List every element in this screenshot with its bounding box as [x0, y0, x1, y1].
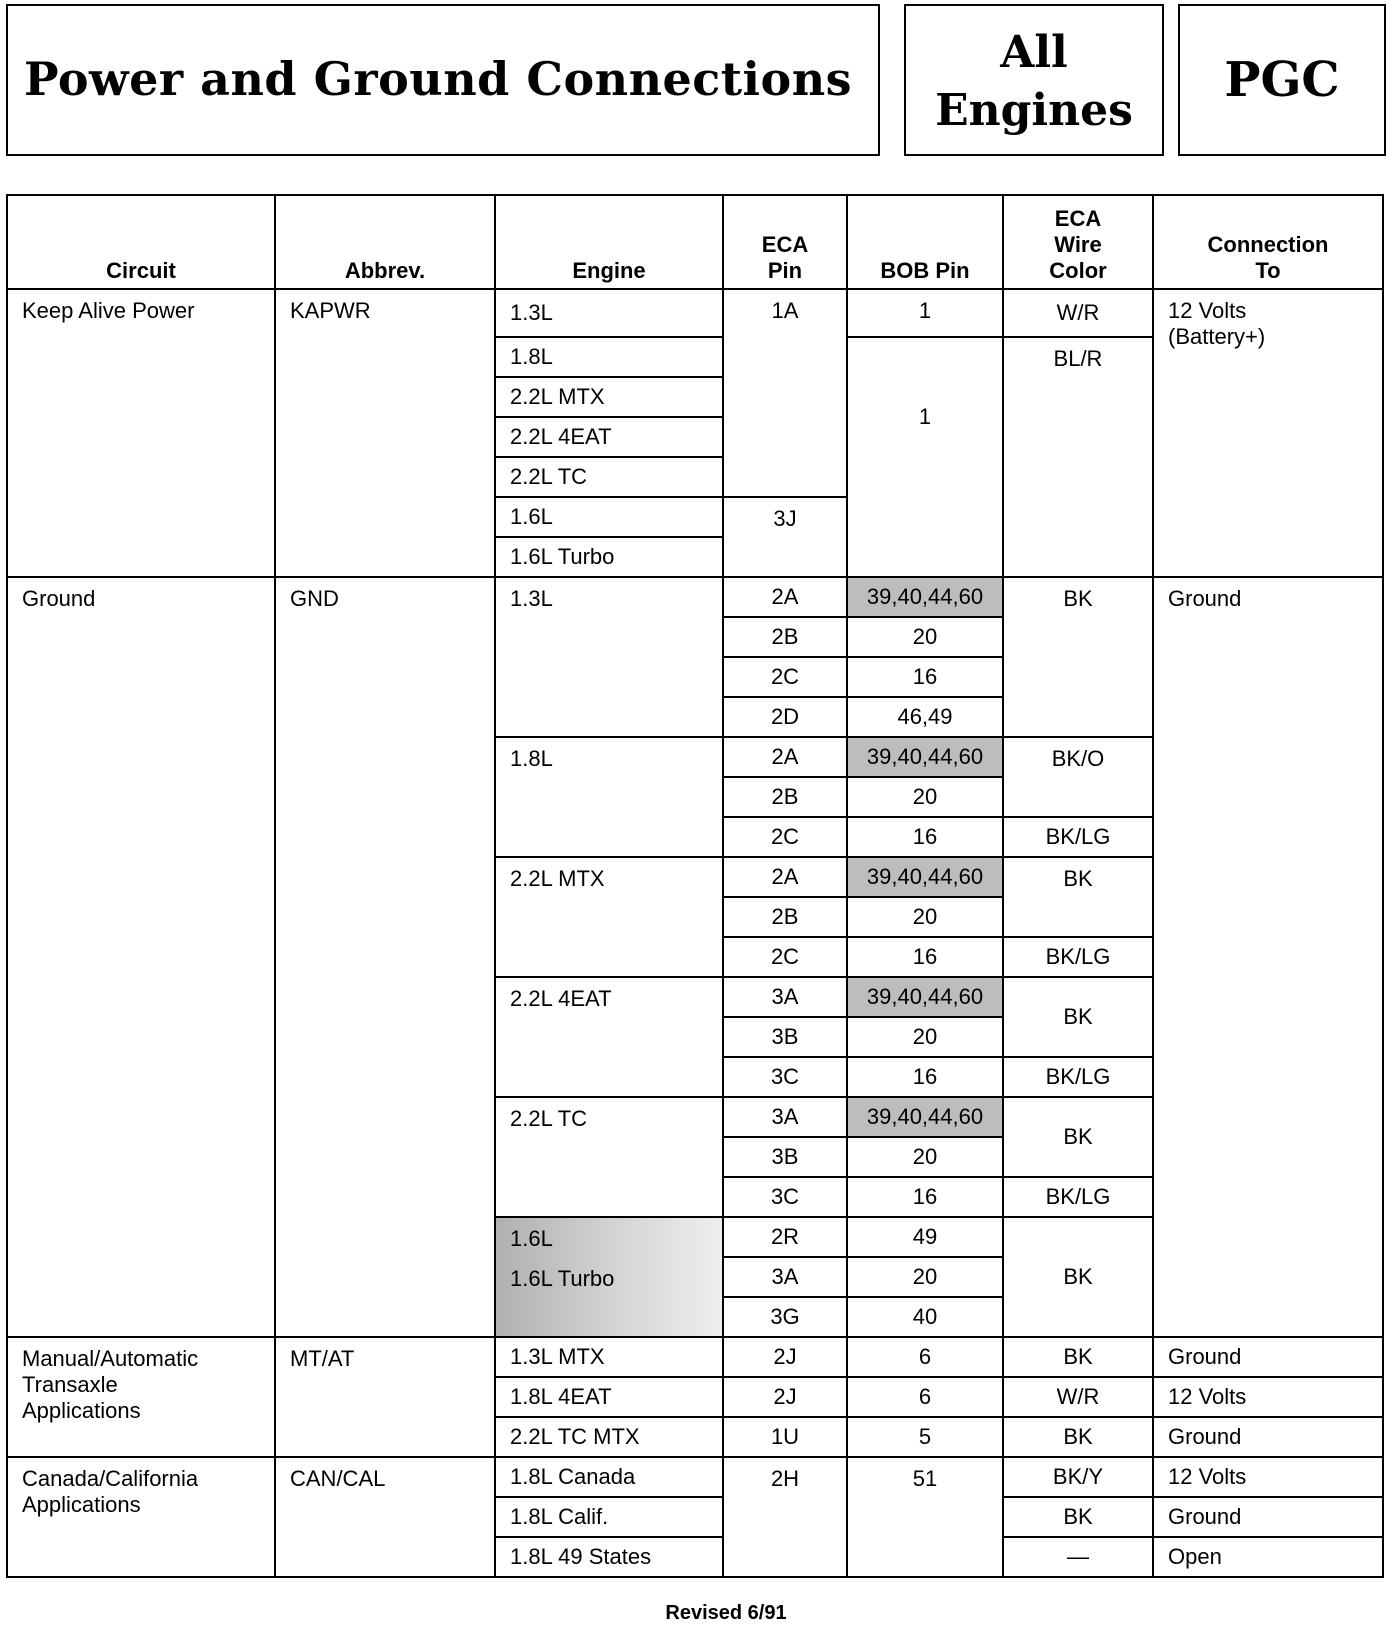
table-cell: Ground	[1153, 1417, 1383, 1457]
table-cell: 2A	[723, 737, 847, 777]
wire-cell: BL/R	[1003, 337, 1153, 577]
table-cell: BK	[1003, 577, 1153, 737]
revision-footer: Revised 6/91	[665, 1602, 787, 1624]
table-cell: 6	[847, 1377, 1003, 1417]
table-cell: 2.2L MTX	[495, 377, 723, 417]
table-cell: 2C	[723, 657, 847, 697]
col-engine: Engine	[495, 195, 723, 289]
table-cell: 2.2L TC	[495, 1097, 723, 1217]
table-cell: 2B	[723, 897, 847, 937]
table-cell: 39,40,44,60	[847, 1097, 1003, 1137]
connection-cell: 12 Volts (Battery+)	[1153, 289, 1383, 577]
table-cell: Ground	[1153, 1337, 1383, 1377]
abbrev-cell: MT/AT	[275, 1337, 495, 1457]
engine-cell: 1.3L	[495, 577, 723, 737]
table-cell: 20	[847, 617, 1003, 657]
engine-cell: 1.3L	[495, 289, 723, 337]
table-cell: 39,40,44,60	[847, 857, 1003, 897]
table-cell: Ground	[1153, 1497, 1383, 1537]
table-cell: 5	[847, 1417, 1003, 1457]
table-cell: 1.6L Turbo	[495, 537, 723, 577]
table-cell: BK/LG	[1003, 1057, 1153, 1097]
table-cell: W/R	[1003, 1377, 1153, 1417]
table-cell: 49	[847, 1217, 1003, 1257]
circuit-cell: Canada/California Applications	[7, 1457, 275, 1577]
table-cell: 1U	[723, 1417, 847, 1457]
table-cell: 51	[847, 1457, 1003, 1577]
table-row	[7, 289, 1383, 337]
table-cell: 2B	[723, 617, 847, 657]
table-cell: 39,40,44,60	[847, 737, 1003, 777]
table-cell: BK	[1003, 1497, 1153, 1537]
table-cell: 1.8L Calif.	[495, 1497, 723, 1537]
table-row	[7, 1337, 1383, 1377]
table-cell: 3B	[723, 1017, 847, 1057]
page-title: Power and Ground Connections	[24, 52, 853, 106]
eca-pin-cell: 3J	[723, 497, 847, 577]
title-box	[6, 4, 880, 156]
engine-cell: 1.6L 1.6L Turbo	[495, 1217, 723, 1337]
bob-pin-cell: 1	[847, 337, 1003, 577]
table-cell: BK/LG	[1003, 937, 1153, 977]
table-cell: 2R	[723, 1217, 847, 1257]
wire-cell: W/R	[1003, 289, 1153, 337]
table-cell: 2J	[723, 1337, 847, 1377]
table-cell: BK/Y	[1003, 1457, 1153, 1497]
table-cell: 2.2L MTX	[495, 857, 723, 977]
table-cell: BK	[1003, 1097, 1153, 1177]
table-cell: 2C	[723, 937, 847, 977]
engines-line2: Engines	[935, 85, 1133, 136]
table-cell: 20	[847, 1017, 1003, 1057]
table-cell: BK	[1003, 1217, 1153, 1337]
table-cell: 2.2L TC MTX	[495, 1417, 723, 1457]
table-cell: 2.2L 4EAT	[495, 417, 723, 457]
connection-cell: Ground	[1153, 577, 1383, 1337]
table-cell: 20	[847, 1257, 1003, 1297]
table-cell: 2.2L 4EAT	[495, 977, 723, 1097]
table-cell: 16	[847, 657, 1003, 697]
abbrev-cell: CAN/CAL	[275, 1457, 495, 1577]
table-cell: 3C	[723, 1057, 847, 1097]
table-cell: 39,40,44,60	[847, 577, 1003, 617]
table-cell: 16	[847, 937, 1003, 977]
table-cell: 2J	[723, 1377, 847, 1417]
circuit-cell: Manual/Automatic Transaxle Applications	[7, 1337, 275, 1457]
table-cell: 16	[847, 1057, 1003, 1097]
table-row	[7, 577, 1383, 617]
table-cell: 39,40,44,60	[847, 977, 1003, 1017]
col-abbrev: Abbrev.	[275, 195, 495, 289]
engines-label	[906, 24, 1162, 140]
table-cell: Open	[1153, 1537, 1383, 1577]
table-cell: 46,49	[847, 697, 1003, 737]
table-cell: 40	[847, 1297, 1003, 1337]
col-bob-pin: BOB Pin	[847, 195, 1003, 289]
table-cell: 1.8L	[495, 337, 723, 377]
table-cell: 1.8L	[495, 737, 723, 857]
table-header-row	[7, 195, 1383, 289]
table-cell: 1.8L 4EAT	[495, 1377, 723, 1417]
table-cell: 3A	[723, 1257, 847, 1297]
table-cell: 20	[847, 1137, 1003, 1177]
table-cell: 1.3L MTX	[495, 1337, 723, 1377]
connections-table	[6, 194, 1384, 1578]
table-cell: 1.8L Canada	[495, 1457, 723, 1497]
table-cell: BK	[1003, 977, 1153, 1057]
table-cell: 3B	[723, 1137, 847, 1177]
table-cell: 1.8L 49 States	[495, 1537, 723, 1577]
table-cell: 3C	[723, 1177, 847, 1217]
table-cell: 2C	[723, 817, 847, 857]
table-cell: BK/LG	[1003, 1177, 1153, 1217]
table-cell: 16	[847, 817, 1003, 857]
engines-box	[904, 4, 1164, 156]
circuit-cell: Ground	[7, 577, 275, 1337]
col-connection: Connection To	[1153, 195, 1383, 289]
table-cell: BK	[1003, 1337, 1153, 1377]
abbrev-cell: GND	[275, 577, 495, 1337]
table-cell: BK/LG	[1003, 817, 1153, 857]
table-cell: 20	[847, 777, 1003, 817]
table-cell: 3G	[723, 1297, 847, 1337]
table-cell: 2.2L TC	[495, 457, 723, 497]
table-row	[7, 1457, 1383, 1497]
table-cell: BK	[1003, 1417, 1153, 1457]
abbrev-cell: KAPWR	[275, 289, 495, 577]
table-cell: BK/O	[1003, 737, 1153, 817]
table-cell: 12 Volts	[1153, 1377, 1383, 1417]
col-wire-color: ECA Wire Color	[1003, 195, 1153, 289]
table-cell: 6	[847, 1337, 1003, 1377]
table-cell: —	[1003, 1537, 1153, 1577]
table-cell: 12 Volts	[1153, 1457, 1383, 1497]
engines-line1: All	[1000, 27, 1068, 78]
table-cell: 3A	[723, 977, 847, 1017]
eca-pin-cell: 1A	[723, 289, 847, 497]
table-cell: 2H	[723, 1457, 847, 1577]
table-cell: 20	[847, 897, 1003, 937]
table-cell: 3A	[723, 1097, 847, 1137]
code-box	[1178, 4, 1386, 156]
bob-pin-cell: 1	[847, 289, 1003, 337]
table-cell: 2A	[723, 857, 847, 897]
circuit-cell: Keep Alive Power	[7, 289, 275, 577]
section-code: PGC	[1224, 52, 1340, 108]
table-cell: 16	[847, 1177, 1003, 1217]
table-cell: 2B	[723, 777, 847, 817]
col-circuit: Circuit	[7, 195, 275, 289]
col-eca-pin: ECA Pin	[723, 195, 847, 289]
table-cell: BK	[1003, 857, 1153, 937]
table-cell: 2A	[723, 577, 847, 617]
table-cell: 1.6L	[495, 497, 723, 537]
table-cell: 2D	[723, 697, 847, 737]
